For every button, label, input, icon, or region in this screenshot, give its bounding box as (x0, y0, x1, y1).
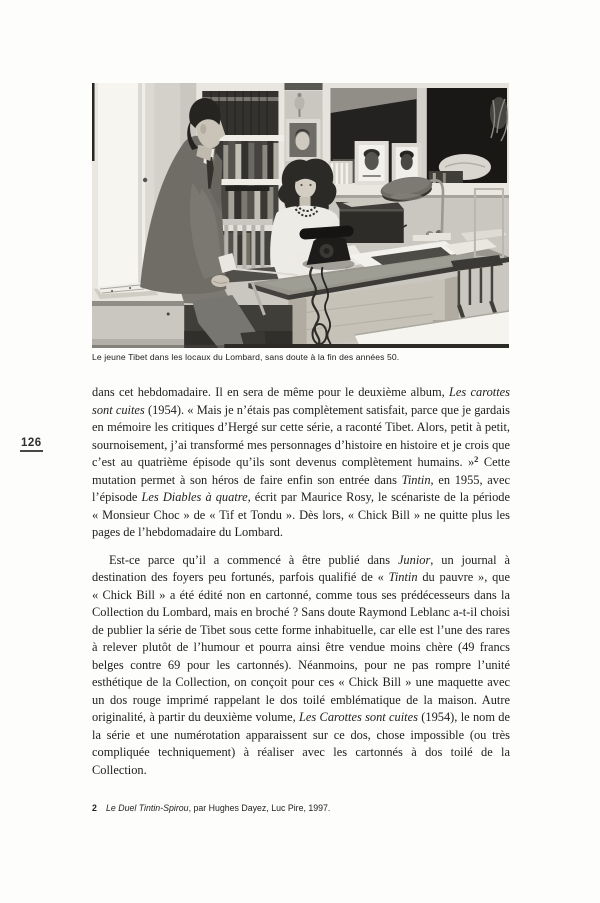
paragraph: Est-ce parce qu’il a commencé à être publié dans Junior, un journal à destination des foyers peu fortunés, parfois qualifié de « Tintin du pauvre », que « Chick Bill » a été édité non en cartonné, comme tous ses prédécesseurs dans la Collection du Lombard, mais en broché ? Sans doute Raymond Leblanc a-t-il choisi de publier la série de Tibet sous cette forme inhabituelle, car elle est l’une des rares à relever plutôt de l’humour et pourra ainsi être vendue moins chère (49 francs belges contre 69 pour les cartonnés). Néanmoins, pour ne pas rompre l’unité esthétique de la Collection, on conçoit pour ces « Chick Bill » une maquette avec un dos rouge imprimé rappelant le dos toilé emblématique de la maison. Autre originalité, à partir du deuxième volume, Les Carottes sont cuites (1954), le nom de la série et une numérotation apparaissent sur ce dos, chose impossible (ou très compliquée techniquement) à réaliser avec les cartonnés à dos toilé de la Collection. (92, 552, 510, 777)
footnote-marker: 2 (92, 803, 97, 813)
photo-caption: Le jeune Tibet dans les locaux du Lombard, sans doute à la fin des années 50. (92, 352, 400, 362)
paragraph: dans cet hebdomadaire. Il en sera de même pour le deuxième album, Les carottes sont cuites (1954). « Mais je n’étais pas complètement satisfait, parce que je gardais en mémoire les critiques d’Hergé sur cette série, a raconté Tibet. Alors, petit à petit, sournoisement, j’ai transformé mes personnages d’histoire en histoire et je crois que c’est au quatrième épisode qu’ils sont devenus complètement humains. »$^2$ Cette mutation permet à son héros de faire enfin son entrée dans Tintin, en 1955, avec l’épisode Les Diables à quatre, écrit par Maurice Rosy, le scénariste de la période « Monsieur Choc » de « Tif et Tondu ». Dès lors, « Chick Bill » ne quitte plus les pages de l’hebdomadaire du Lombard. (92, 385, 511, 539)
photo-illustration (92, 83, 509, 348)
article-body (92, 384, 510, 814)
framed-portrait (285, 119, 320, 161)
page-number: 126 (20, 437, 43, 452)
footnote (92, 803, 510, 814)
footnote-text: Le Duel Tintin-Spirou, par Hughes Dayez, Luc Pire, 1997. (106, 803, 331, 813)
photo-tibet-lombard (92, 83, 509, 348)
